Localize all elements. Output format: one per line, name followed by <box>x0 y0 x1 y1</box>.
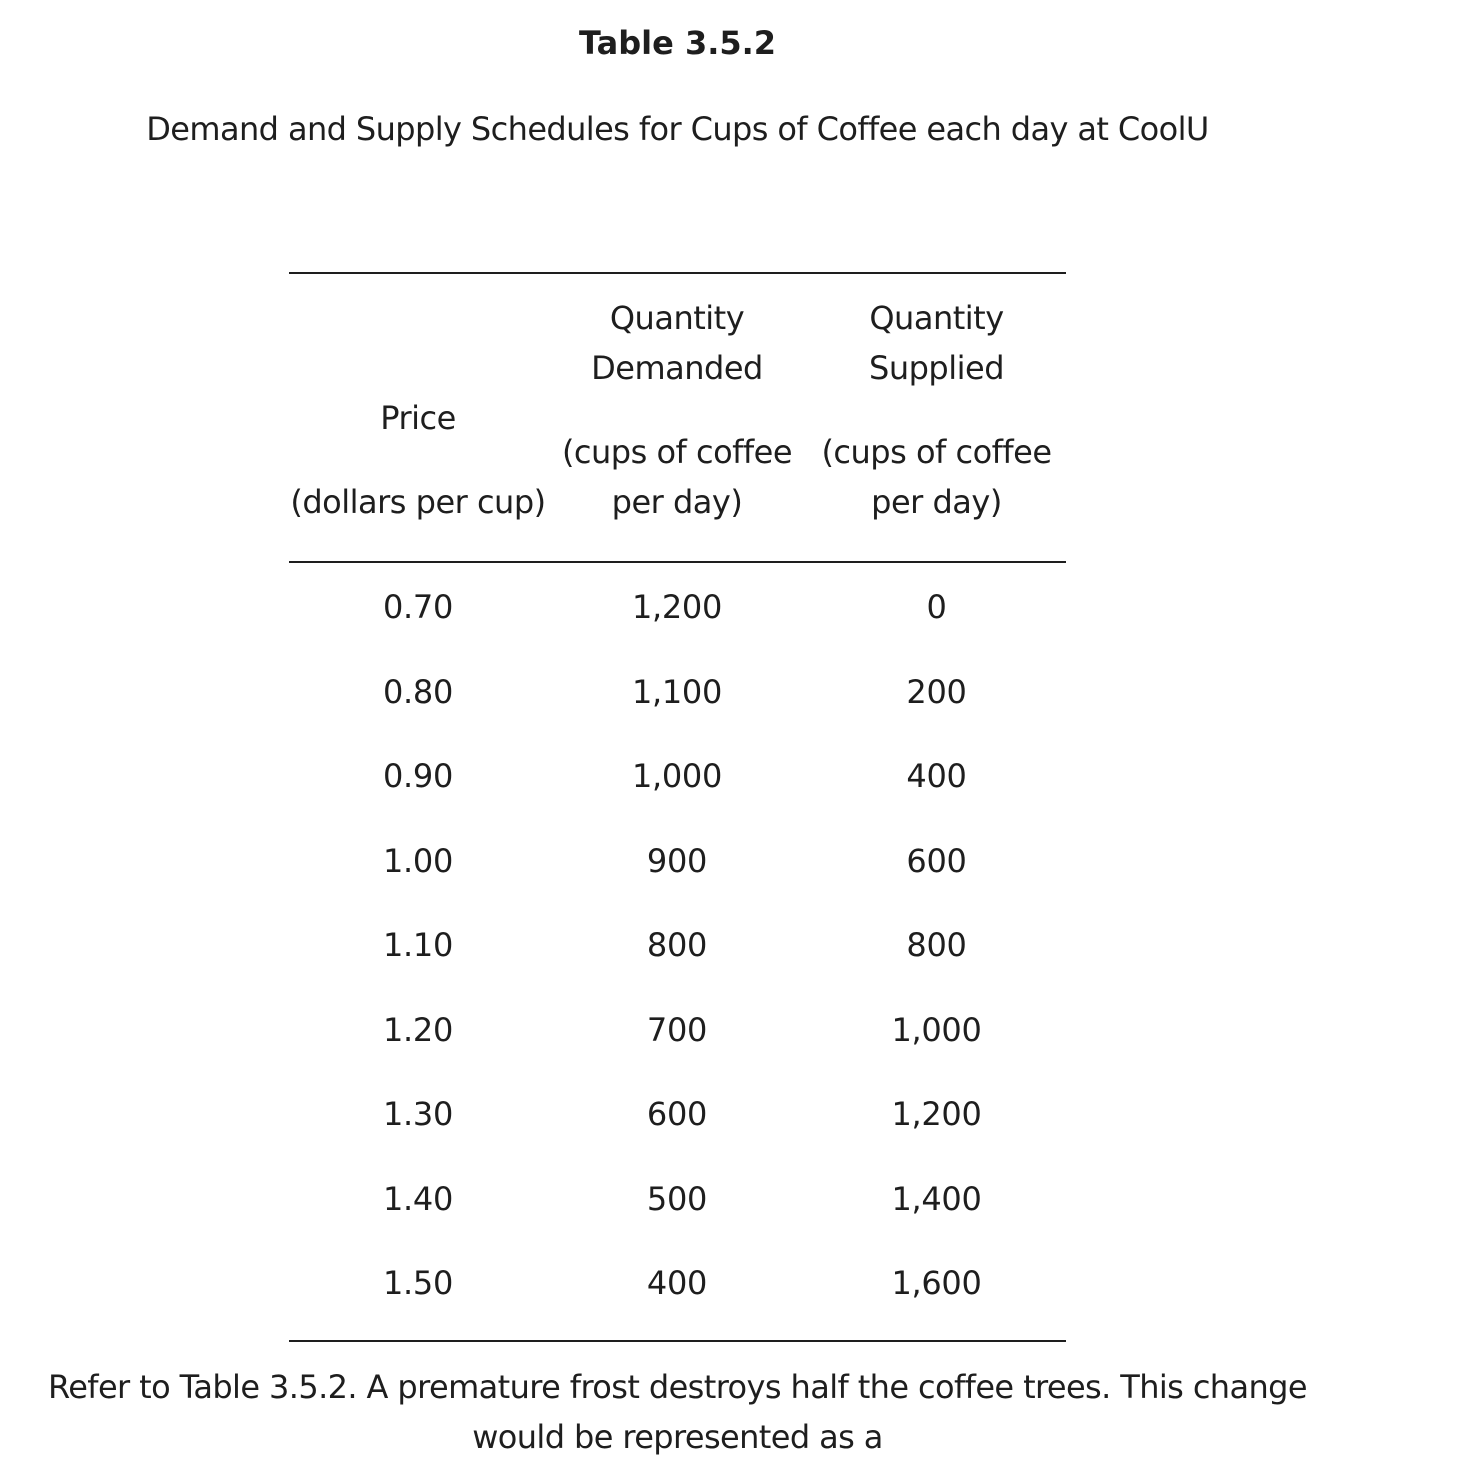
price-cell: 1.30 <box>382 1095 454 1133</box>
demanded-header-unit1: (cups of coffee <box>561 433 793 471</box>
supplied-cell: 600 <box>906 841 967 880</box>
demanded-cell: 600 <box>646 1095 708 1133</box>
price-cell: 1.50 <box>382 1264 454 1302</box>
price-cell: 0.90 <box>382 757 454 795</box>
question-text <box>0 1362 1355 1462</box>
supplied-cell: 1,600 <box>891 1264 982 1302</box>
question-line-2: would be represented as a <box>472 1418 883 1456</box>
demanded-cell: 800 <box>646 926 708 964</box>
price-cell: 1.10 <box>382 926 454 964</box>
demanded-cell: 400 <box>646 1264 708 1302</box>
demanded-header-line2: Demanded <box>591 349 763 387</box>
supplied-cell: 400 <box>906 757 967 795</box>
demanded-header-line1: Quantity <box>609 299 745 337</box>
price-cell: 0.70 <box>382 588 454 626</box>
supplied-cell: 1,400 <box>891 1179 982 1218</box>
supplied-cell: 200 <box>906 672 967 711</box>
supplied-header-unit1: (cups of coffee <box>821 433 1052 471</box>
supplied-cell: 800 <box>906 926 967 964</box>
demanded-cell: 1,000 <box>631 757 723 795</box>
table-title: Table 3.5.2 <box>578 24 777 62</box>
demanded-cell: 900 <box>646 841 708 880</box>
supplied-cell: 1,200 <box>891 1095 982 1133</box>
supplied-column <box>807 580 1066 1341</box>
supplied-header-line1: Quantity <box>869 299 1004 337</box>
price-cell: 1.40 <box>382 1179 454 1218</box>
demanded-header-unit2: per day) <box>611 483 743 521</box>
price-cell: 1.00 <box>382 841 454 880</box>
table-top-rule <box>289 272 1066 274</box>
demanded-cell: 1,100 <box>631 672 723 711</box>
price-header-label: Price <box>380 399 456 437</box>
table-subtitle: Demand and Supply Schedules for Cups of Coffee each day at CoolU <box>146 110 1209 148</box>
price-cell: 0.80 <box>382 672 454 711</box>
supplied-header-unit2: per day) <box>871 483 1002 521</box>
demanded-cell: 500 <box>646 1179 708 1218</box>
table-header-rule <box>289 561 1066 563</box>
demanded-cell: 700 <box>646 1010 708 1049</box>
price-cell: 1.20 <box>382 1010 454 1049</box>
supplied-header-line2: Supplied <box>869 349 1004 387</box>
supplied-cell: 1,000 <box>891 1010 982 1049</box>
question-line-1: Refer to Table 3.5.2. A premature frost destroys half the coffee trees. This change <box>48 1368 1307 1406</box>
table-bottom-rule <box>289 1340 1066 1342</box>
price-header-unit: (dollars per cup) <box>290 483 546 521</box>
price-column <box>289 580 547 1341</box>
supplied-cell: 0 <box>926 588 947 626</box>
demanded-column <box>547 580 807 1341</box>
demanded-cell: 1,200 <box>631 588 723 626</box>
